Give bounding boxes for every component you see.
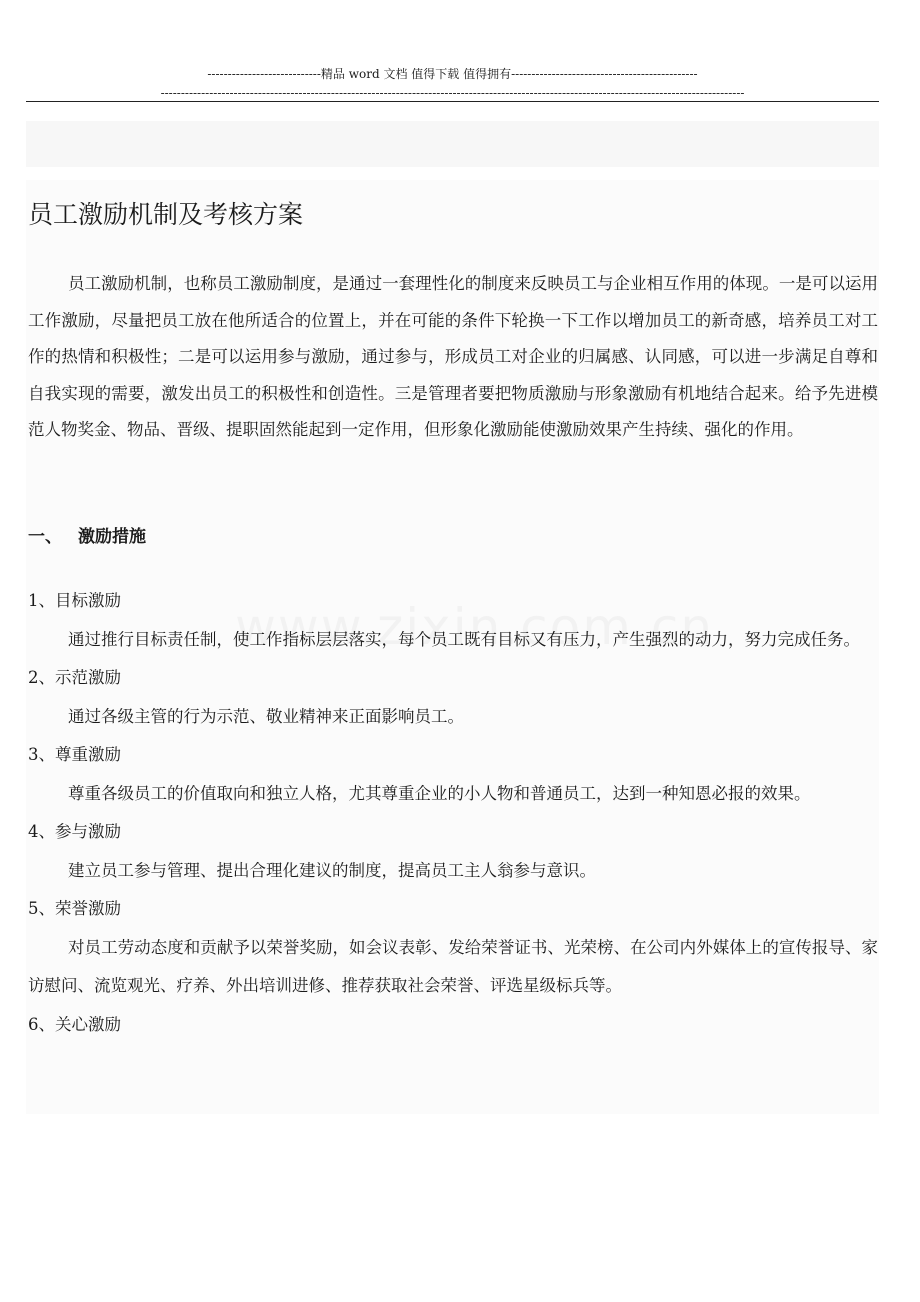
item-body: 通过各级主管的行为示范、敬业精神来正面影响员工。 [68,706,464,726]
page-header-banner: ----------------------------精品 word 文档 值得下载 值得拥有---------------------------------------------- [207,67,698,81]
item-body: 尊重各级员工的价值取向和独立人格，尤其尊重企业的小人物和普通员工，达到一种知恩必报的效果。 [68,783,811,803]
item-heading: 1、目标激励 [28,591,121,610]
intro-paragraph: 员工激励机制，也称员工激励制度，是通过一套理性化的制度来反映员工与企业相互作用的体现。一是可以运用工作激励，尽量把员工放在他所适合的位置上，并在可能的条件下轮换一下工作以增加员工的新奇感，培养员工对工作的热情和积极性；二是可以运用参与激励，通过参与，形成员工对企业的归属感、认同感，可以进一步满足自尊和自我实现的需要，激发出员工的积极性和创造性。三是管理者要把物质激励与形象激励有机地结合起来。给予先进模范人物奖金、物品、晋级、提职固然能起到一定作用，但形象化激励能使激励效果产生持续、强化的作用。 [28,274,878,439]
section-heading [28,523,146,551]
item-heading: 6、关心激励 [28,1014,121,1034]
item-heading: 2、示范激励 [28,668,121,687]
page-header-dashes: ------------------------------------------------------------------------------------------------------------------------------------------------ [160,86,745,100]
item-heading: 3、尊重激励 [28,745,121,764]
document-title: 员工激励机制及考核方案 [28,200,304,229]
blank-band [26,121,879,167]
measures-list [28,582,878,1044]
item-heading: 5、荣誉激励 [28,899,121,918]
section-number: 一、 [28,527,62,547]
item-body: 建立员工参与管理、提出合理化建议的制度，提高员工主人翁参与意识。 [68,860,596,880]
item-heading: 4、参与激励 [28,822,121,841]
section-title: 激励措施 [78,527,146,547]
item-body: 对员工劳动态度和贡献予以荣誉奖励，如会议表彰、发给荣誉证书、光荣榜、在公司内外媒体上的宣传报导、家访慰问、流览观光、疗养、外出培训进修、推荐获取社会荣誉、评选星级标兵等。 [28,937,878,995]
header-rule [26,101,879,102]
item-body: 通过推行目标责任制，使工作指标层层落实，每个员工既有目标又有压力，产生强烈的动力，努力完成任务。 [68,629,860,649]
